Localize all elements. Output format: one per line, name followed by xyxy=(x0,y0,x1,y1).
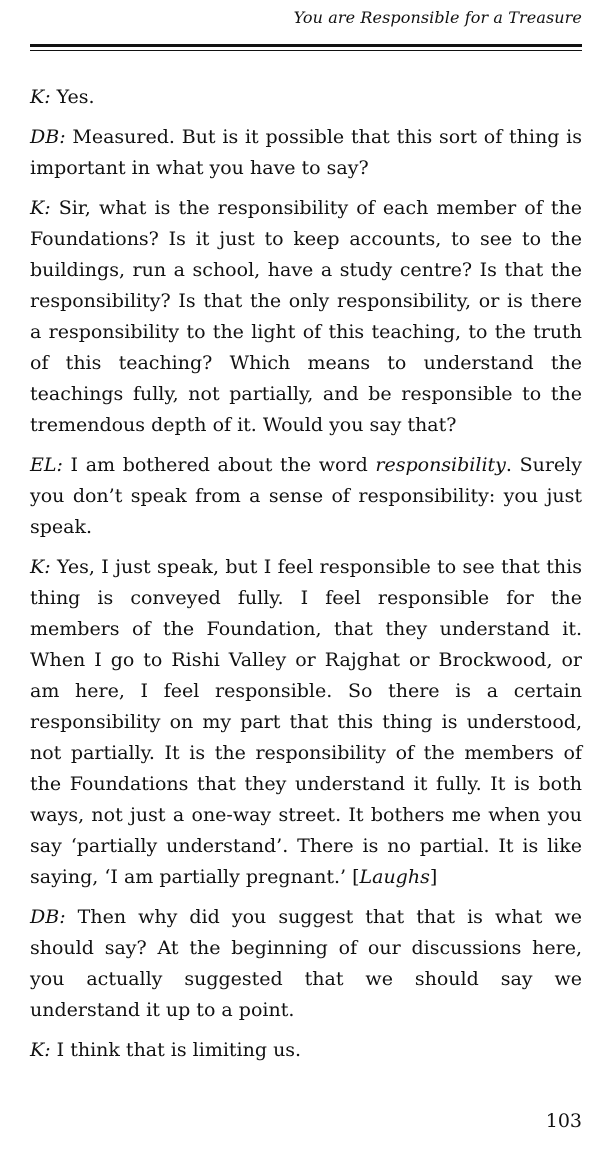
paragraph-text: Measured. But is it possible that this sort of thing is important in what you have to say? xyxy=(30,126,582,179)
paragraph-4 xyxy=(30,450,582,543)
paragraph-7 xyxy=(30,1035,582,1066)
speaker-label: EL: xyxy=(30,454,63,476)
emphasized-word: responsibility xyxy=(375,454,506,476)
speaker-label: DB: xyxy=(30,126,66,148)
speaker-label: K: xyxy=(30,197,51,219)
speaker-label: DB: xyxy=(30,906,66,928)
paragraph-text: Then why did you suggest that that is what we should say? At the beginning of our discussions here, you actually suggested that we should say we understand it up to a point. xyxy=(30,906,582,1021)
paragraph-6 xyxy=(30,902,582,1026)
running-header-title: You are Responsible for a Treasure xyxy=(293,8,582,27)
paragraph-text: ] xyxy=(429,866,438,888)
paragraph-3 xyxy=(30,193,582,441)
paragraph-text: Yes. xyxy=(50,86,95,108)
header-rule-thin xyxy=(30,50,582,51)
speaker-label: K: xyxy=(30,86,51,108)
header-rule-thick xyxy=(30,44,582,47)
paragraph-text: Sir, what is the responsibility of each member of the Foundations? Is it just to keep accounts, to see to the buildings, run a school, have a study centre? Is that the responsibility? Is that the only responsibility, or is there a responsibility to the light of this teaching, to the truth of this teaching? Which means to understand the teachings fully, not partially, and be responsible to the tremendous depth of it. Would you say that? xyxy=(30,197,582,436)
page-number: 103 xyxy=(545,1110,582,1132)
paragraph-text: . Surely you don’t speak from a sense of responsibility: you just speak. xyxy=(30,454,582,538)
paragraph-text: Yes, I just speak, but I feel responsible to see that this thing is conveyed fully. I feel responsible for the members of the Foundation, that they understand it. When I go to Rishi Valley or Rajghat or Brockwood, or am here, I feel responsible. So there is a certain responsibility on my part that this thing is understood, not partially. It is the responsibility of the members of the Foundations that they understand it fully. It is both ways, not just a one-way street. It bothers me when you say ‘partially understand’. There is no partial. It is like saying, ‘I am partially pregnant.’ [ xyxy=(30,556,582,888)
body-text xyxy=(30,82,582,1075)
speaker-label: K: xyxy=(30,1039,51,1061)
paragraph-text: I am bothered about the word xyxy=(62,454,376,476)
paragraph-5 xyxy=(30,552,582,893)
paragraph-1 xyxy=(30,82,582,113)
speaker-label: K: xyxy=(30,556,51,578)
paragraph-text: I think that is limiting us. xyxy=(50,1039,302,1061)
paragraph-2 xyxy=(30,122,582,184)
stage-direction: Laughs xyxy=(359,866,430,888)
